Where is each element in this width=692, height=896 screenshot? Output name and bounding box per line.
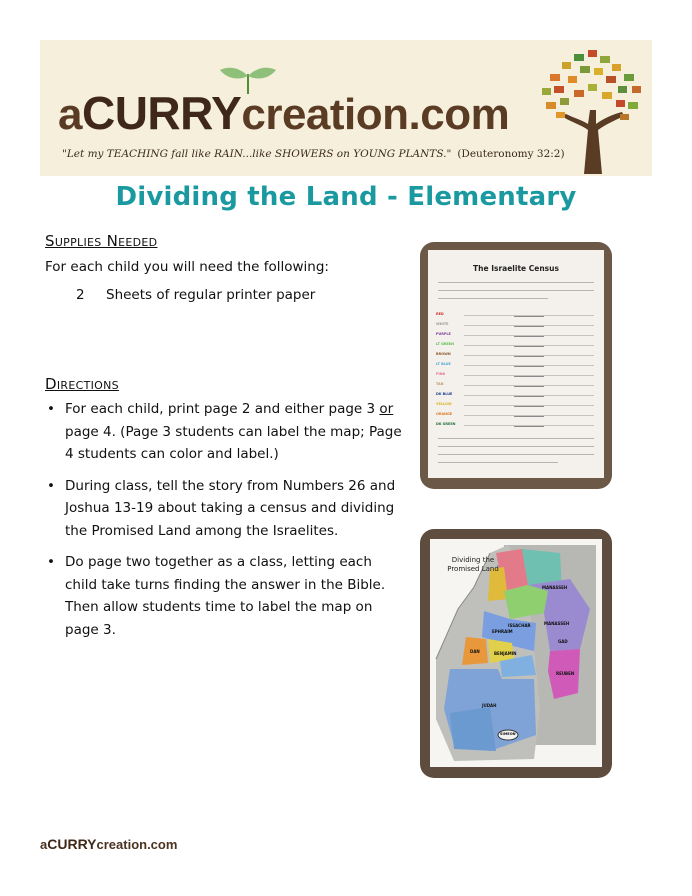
census-row-label: BROWN — [436, 352, 451, 356]
census-row-label: DK BLUE — [436, 392, 453, 396]
census-row-label: WHITE — [436, 322, 449, 326]
census-row-label: LT GREEN — [436, 342, 454, 346]
map-label: JUDAH — [482, 703, 497, 708]
census-worksheet-photo — [420, 242, 612, 489]
census-row-answer — [514, 321, 544, 327]
header-banner — [40, 40, 652, 176]
census-row-answer — [514, 411, 544, 417]
supply-quantity: 2 — [76, 287, 85, 303]
map-worksheet-photo — [420, 529, 612, 778]
census-row-answer — [514, 331, 544, 337]
brand-logo: aCURRYcreation.com — [58, 87, 510, 139]
census-row — [436, 362, 596, 371]
census-row-answer — [514, 381, 544, 387]
census-row-answer — [514, 361, 544, 367]
direction-item: • For each child, print page 2 and either page 3 or page 4. (Page 3 students can label the map; Page 4 students can color and label.) — [45, 398, 405, 466]
census-sheet-title: The Israelite Census — [473, 264, 559, 273]
census-row — [436, 332, 596, 341]
census-row — [436, 322, 596, 331]
census-row-answer — [514, 401, 544, 407]
census-row — [436, 392, 596, 401]
supply-item: Sheets of regular printer paper — [106, 287, 316, 303]
map-label: EPHRAIM — [492, 629, 513, 634]
census-row-label: PURPLE — [436, 332, 451, 336]
footer-logo: aCURRYcreation.com — [40, 836, 178, 852]
book-tree-icon — [532, 46, 650, 174]
census-row — [436, 402, 596, 411]
census-row-label: DK GREEN — [436, 422, 456, 426]
direction-item: • During class, tell the story from Numbers 26 and Joshua 13-19 about taking a census and dividing the Promised Land among the Israelites. — [45, 475, 405, 543]
census-row-answer — [514, 351, 544, 357]
directions-heading: Directions — [45, 375, 119, 393]
census-row-label: RED — [436, 312, 444, 316]
map-label: GAD — [558, 639, 568, 644]
map-label: REUBEN — [556, 671, 575, 676]
census-row-label: TAN — [436, 382, 444, 386]
census-worksheet — [428, 250, 604, 478]
census-row — [436, 382, 596, 391]
map-label: SIMEON — [500, 732, 516, 736]
census-row-answer — [514, 391, 544, 397]
direction-item: • Do page two together as a class, letting each child take turns finding the answer in the Bible. Then allow students time to label the map on page 3. — [45, 551, 405, 641]
motto: "Let my TEACHING fall like RAIN...like SHOWERS on YOUNG PLANTS." (Deuteronomy 32:2) — [62, 148, 565, 160]
census-row-label: ORANGE — [436, 412, 453, 416]
census-row-answer — [514, 311, 544, 317]
census-row-answer — [514, 421, 544, 427]
map-label: MANASSEH — [542, 585, 568, 590]
census-row — [436, 352, 596, 361]
census-row-label: LT BLUE — [436, 362, 451, 366]
supplies-heading: Supplies Needed — [45, 232, 158, 250]
census-row — [436, 372, 596, 381]
map-label: DAN — [470, 649, 480, 654]
map-label: ISSACHAR — [508, 623, 531, 628]
supplies-intro: For each child you will need the following: — [45, 259, 329, 275]
census-row-label: YELLOW — [436, 402, 452, 406]
map-label: BENJAMIN — [494, 651, 517, 656]
map-title: Dividing the Promised Land — [447, 556, 499, 573]
census-row — [436, 422, 596, 431]
census-row-answer — [514, 371, 544, 377]
census-row — [436, 412, 596, 421]
census-row-answer — [514, 341, 544, 347]
census-row-label: PINK — [436, 372, 446, 376]
census-row — [436, 342, 596, 351]
directions-list — [45, 398, 405, 650]
census-row — [436, 312, 596, 321]
map-worksheet — [430, 539, 602, 767]
page-title: Dividing the Land - Elementary — [115, 182, 577, 212]
map-label: MANASSEH — [544, 621, 570, 626]
